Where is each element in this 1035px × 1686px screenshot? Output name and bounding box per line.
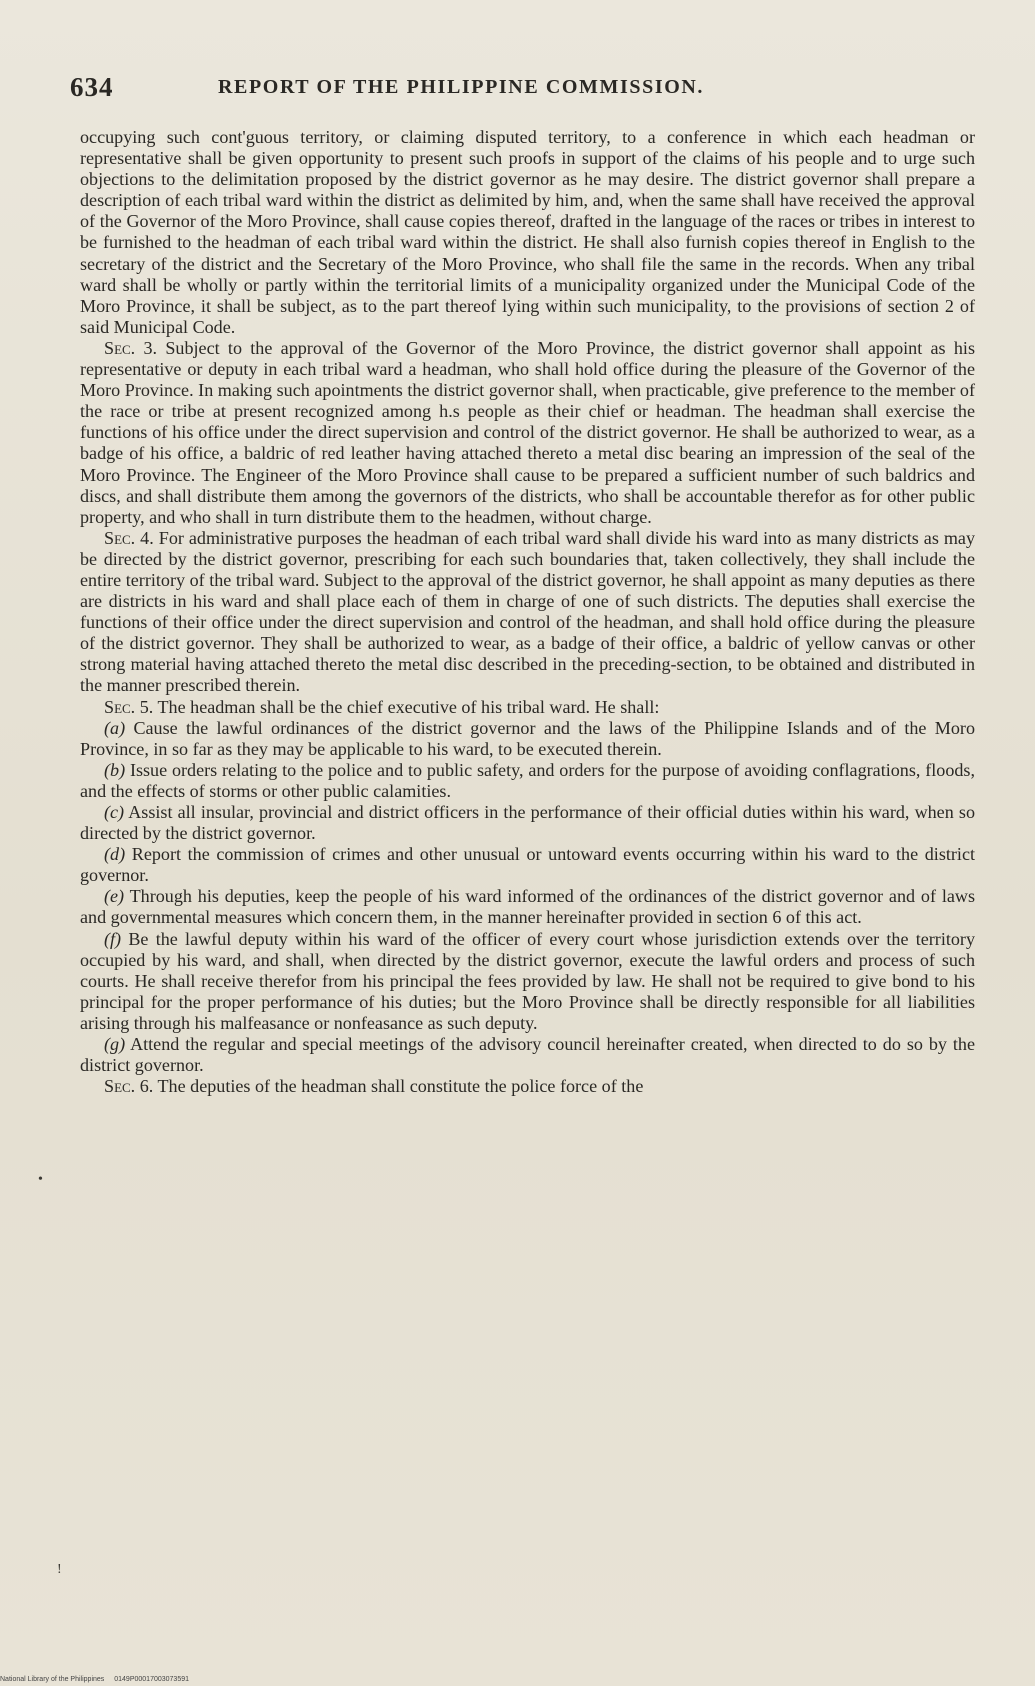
section-6-paragraph xyxy=(80,1076,975,1097)
section-label: Sec. 5. xyxy=(104,696,154,717)
clause-text: Assist all insular, provincial and district officers in the performance of their official duties within his ward, when so directed by the district governor. xyxy=(80,802,975,844)
section-5-paragraph xyxy=(80,697,975,718)
clause-text: Issue orders relating to the police and to public safety, and orders for the purpose of avoiding conflagrations, floods, and the effects of storms or other public calamities. xyxy=(80,759,975,801)
footer-identifier: 0149P00017003073591 xyxy=(114,1676,189,1683)
body-text xyxy=(80,127,975,1097)
clause-b xyxy=(80,760,975,802)
section-4-paragraph xyxy=(80,528,975,697)
paragraph-text: The headman shall be the chief executive of his tribal ward. He shall: xyxy=(157,696,660,717)
clause-e xyxy=(80,886,975,928)
paragraph-text: For administrative purposes the headman of each tribal ward shall divide his ward into as many districts as may be directed by the district governor, prescribing for each such boundaries that, taken collectively, they shall include the entire territory of the tribal ward. Subject to the approval of the district governor, he shall appoint as many deputies as there are districts in his ward and shall place each of them in charge of one of such districts. The deputies shall exercise the functions of their office under the direct supervision and control of the headman, and shall hold office during the pleasure of the district governor. They shall be authorized to wear, as a badge of their office, a baldric of yellow canvas or other strong material having attached thereto the metal disc described in the preceding-section, to be obtained and distributed in the manner prescribed therein. xyxy=(80,527,975,696)
paragraph-text: The deputies of the headman shall constitute the police force of the xyxy=(157,1076,644,1097)
page-number: 634 xyxy=(70,72,114,102)
clause-g xyxy=(80,1034,975,1076)
footer-library: National Library of the Philippines xyxy=(0,1676,105,1683)
paragraph-text: occupying such cont'guous territory, or claiming disputed territory, to a conference in which each headman or representative shall be given opportunity to present such proofs in support of the claims of his people and to urge such objections to the delimitation proposed by the district governor as he may desire. The district governor shall prepare a description of each tribal ward within the district as delimited by him, and, when the same shall have received the approval of the Governor of the Moro Province, shall cause copies thereof, drafted in the language of the races or tribes in interest to be furnished to the headman of each tribal ward within the district. He shall also furnish copies thereof in English to the secretary of the district and the Secretary of the Moro Province, who shall file the same in the records. When any tribal ward shall be wholly or partly within the territorial limits of a municipality organized under the Municipal Code of the Moro Province, it shall be subject, as to the part thereof lying within such municipality, to the provisions of section 2 of said Municipal Code. xyxy=(80,127,975,337)
section-label: Sec. 6. xyxy=(104,1076,154,1097)
clause-text: Attend the regular and special meetings of the advisory council hereinafter created, when directed to do so by the district governor. xyxy=(80,1034,975,1076)
paragraph-text: Subject to the approval of the Governor of the Moro Province, the district governor shall appoint as his representative or deputy in each tribal ward a headman, who shall hold office during the pleasure of the Governor of the Moro Province. In making such apointments the district governor shall, when practicable, give preference to the member of the race or tribe at present recognized among h.s people as their chief or headman. The headman shall exercise the functions of his office under the direct supervision and control of the district governor. He shall be authorized to wear, as a badge of his office, a baldric of red leather having attached thereto a metal disc bearing an impression of the seal of the Moro Province. The Engineer of the Moro Province shall cause to be prepared a sufficient number of such baldrics and discs, and shall distribute them among the governors of the districts, who shall be accountable therefor as for other public property, and who shall in turn distribute them to the headmen, without charge. xyxy=(80,337,976,527)
clause-label: (g) xyxy=(104,1034,126,1055)
paragraph-continuation xyxy=(80,127,975,338)
margin-tick-mark: ! xyxy=(57,1562,62,1577)
clause-d xyxy=(80,844,975,886)
margin-dot-mark: • xyxy=(38,1172,43,1187)
page-header xyxy=(70,72,970,108)
clause-label: (d) xyxy=(104,844,126,865)
clause-a xyxy=(80,718,975,760)
running-head: REPORT OF THE PHILIPPINE COMMISSION. xyxy=(218,76,705,98)
clause-text: Be the lawful deputy within his ward of the officer of every court whose jurisdiction extends over the territory occupied by his ward, and shall, when directed by the district governor, execute the lawful orders and process of such courts. He shall receive therefor from his principal the fees provided by law. He shall not be required to give bond to his principal for the proper performance of his duties; but the Moro Province shall be directly responsible for all liabilities arising through his malfeasance or nonfeasance as such deputy. xyxy=(80,928,976,1033)
clause-text: Cause the lawful ordinances of the district governor and the laws of the Philippine Islands and of the Moro Province, in so far as they may be applicable to his ward, to be executed therein. xyxy=(80,717,975,759)
scan-footer xyxy=(0,1676,197,1683)
clause-text: Through his deputies, keep the people of his ward informed of the ordinances of the district governor and of laws and governmental measures which concern them, in the manner hereinafter provided in section 6 of this act. xyxy=(80,886,975,928)
clause-label: (e) xyxy=(104,886,125,907)
section-label: Sec. 4. xyxy=(104,527,154,548)
clause-label: (f) xyxy=(104,928,122,949)
clause-label: (b) xyxy=(104,759,126,780)
clause-c xyxy=(80,802,975,844)
clause-label: (c) xyxy=(104,802,125,822)
section-label: Sec. 3. xyxy=(104,337,158,358)
clause-f xyxy=(80,929,975,1034)
section-3-paragraph xyxy=(80,338,975,528)
clause-text: Report the commission of crimes and other unusual or untoward events occurring within his ward to the district governor. xyxy=(80,844,976,886)
clause-label: (a) xyxy=(104,717,126,738)
